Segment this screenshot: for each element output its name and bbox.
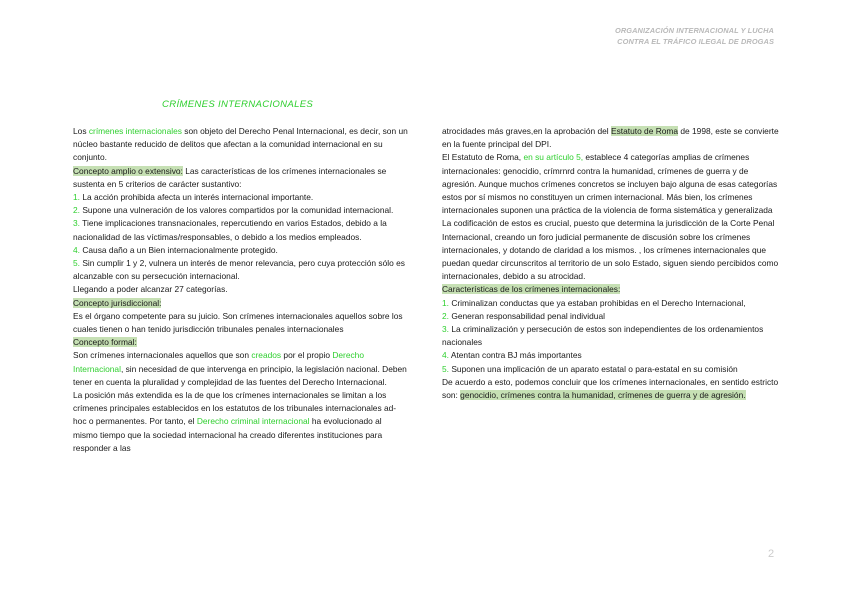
conclusion-highlight: genocidio, crímenes contra la humanidad, crímenes de guerra y de agresión. — [460, 390, 746, 401]
page-number: 2 — [768, 548, 775, 560]
estatuto-roma-highlight: Estatuto de Roma — [611, 126, 679, 136]
estatuto-paragraph — [442, 125, 784, 151]
criterio-item — [73, 244, 408, 257]
llegando-line: Llegando a poder alcanzar 27 categorías. — [73, 284, 228, 295]
posicion-paragraph — [73, 389, 408, 455]
text-run: son objeto del Derecho Penal Internacional, es decir, son un núcleo bastante reducido de delitos que afectan a la comunidad internacional en su conjunto. — [73, 126, 408, 163]
caracteristica-item — [442, 323, 784, 349]
item-number: 3. — [442, 324, 449, 335]
concepto-formal-label: Concepto formal: — [73, 337, 137, 348]
highlight-term: Derecho Internacional — [73, 350, 364, 374]
item-text: Generan responsabilidad penal individual — [449, 310, 605, 321]
concepto-amplio-label: Concepto amplio o extensivo: — [73, 165, 183, 176]
item-text: La criminalización y persecución de estos son independientes de los ordenamientos nacionales — [442, 324, 764, 348]
text-run: Son crímenes internacionales aquellos que son — [73, 350, 252, 361]
codificacion-paragraph: La codificación de estos es crucial, puesto que determina la jurisdicción de la Corte Penal Internacional, creando un foro judicial permanente de discusión sobre los crímenes internacionales, y dotando de claridad a los mismos. , los crímenes internacionales que puedan quedar circunscritos al territorio de un solo Estado, siguen siendo percibidos como internacionales, debido a su atrocidad. — [442, 218, 779, 282]
item-text: Sin cumplir 1 y 2, vulnera un interés de menor relevancia, pero cuya protección sólo es alcanzable con su persecución internacional. — [73, 258, 405, 282]
item-number: 4. — [442, 350, 449, 361]
text-run: ha evolucionado al mismo tiempo que la sociedad internacional ha creado diferentes instituciones para responder a las — [73, 416, 383, 453]
caracteristicas-label: Características de los crímenes internacionales: — [442, 284, 621, 295]
conclusion-paragraph — [442, 376, 784, 402]
text-run: Los — [73, 126, 89, 136]
header-line-2: CONTRA EL TRÁFICO ILEGAL DE DROGAS — [617, 37, 774, 46]
caracteristica-item — [442, 310, 784, 323]
item-text: Tiene implicaciones transnacionales, repercutiendo en varios Estados, debido a la nacionalidad de las víctimas/responsables, o debido a los medios empleados. — [73, 218, 387, 242]
text-run: De acuerdo a esto, podemos concluir que los crímenes internacionales, en sentido estricto son: — [442, 376, 779, 401]
highlight-term: creados — [251, 350, 282, 361]
text-run: establece 4 categorías amplias de crímenes internacionales: genocidio, crímrnrd contra la humanidad, crímenes de guerra y de agresión. Aunque muchos crímenes concretos se incluyen bajo alguna de esas categorías estos por sí mismos no constituyen un crimen internacional. Más bien, los crímenes internacionales suponen una práctica de la violencia de forma sistemática y generalizada — [442, 152, 778, 216]
document-header — [615, 25, 774, 47]
text-run: atrocidades más graves,en la aprobación del — [442, 126, 611, 136]
concepto-formal-heading — [73, 336, 408, 349]
concepto-jurisdiccional-text: Es el órgano competente para su juicio. Son crímenes internacionales aquellos sobre los cuales tienen o han tenido jurisdicción tribunales penales internacionales — [73, 310, 403, 335]
item-number: 5. — [73, 258, 80, 269]
caracteristica-item — [442, 349, 784, 362]
item-text: Criminalizan conductas que ya estaban prohibidas en el Derecho Internacional, — [449, 297, 746, 308]
item-number: 1. — [442, 297, 449, 308]
concepto-formal-text — [73, 349, 408, 389]
item-number: 4. — [73, 244, 80, 255]
text-run: por el propio — [281, 350, 333, 361]
item-number: 1. — [73, 192, 80, 203]
criterio-item — [73, 191, 408, 204]
caracteristica-item — [442, 297, 784, 310]
concepto-jurisdiccional-label: Concepto jurisdiccional: — [73, 297, 162, 308]
caracteristicas-heading — [442, 283, 784, 296]
text-run: Las características de los crímenes internacionales se sustenta en 5 criterios de carácter sustantivo: — [73, 165, 387, 189]
item-text: Atentan contra BJ más importantes — [449, 350, 582, 361]
intro-paragraph — [73, 125, 408, 165]
concepto-amplio-paragraph — [73, 165, 408, 191]
highlight-term: crímenes internacionales — [88, 126, 182, 136]
item-number: 2. — [73, 205, 80, 216]
left-column — [73, 125, 408, 455]
item-text: Suponen una implicación de un aparato estatal o para-estatal en su comisión — [449, 363, 738, 374]
concepto-jurisdiccional-heading — [73, 297, 408, 310]
item-text: La acción prohibida afecta un interés internacional importante. — [80, 192, 314, 203]
text-run: , sin necesidad de que intervenga en principio, la legislación nacional. Deben tener en cuenta la pluralidad y complejidad de las fuentes del Derecho Internacional. — [73, 363, 407, 387]
text-run: de 1998, este se convierte en la fuente principal del DPI. — [442, 126, 779, 150]
section-title: CRÍMENES INTERNACIONALES — [162, 99, 314, 110]
text-run: La posición más extendida es la de que los crímenes internacionales se limitan a los crímenes principales establecidos en los estatutos de los tribunales internacionales ad-hoc o permanentes. Por tanto, el — [73, 390, 397, 427]
articulo-paragraph — [442, 151, 784, 217]
highlight-term: en su artículo 5, — [523, 152, 584, 163]
header-line-1: ORGANIZACIÓN INTERNACIONAL Y LUCHA — [614, 26, 774, 35]
criterio-item — [73, 204, 408, 217]
caracteristica-item — [442, 363, 784, 376]
item-number: 2. — [442, 310, 449, 321]
text-run: El Estatuto de Roma, — [442, 152, 524, 163]
highlight-term: Derecho criminal internacional — [196, 416, 310, 427]
item-number: 5. — [442, 363, 449, 374]
item-text: Causa daño a un Bien internacionalmente protegido. — [80, 244, 278, 255]
item-number: 3. — [73, 218, 80, 229]
item-text: Supone una vulneración de los valores compartidos por la comunidad internacional. — [80, 205, 394, 216]
right-column — [442, 125, 784, 402]
criterio-item — [73, 217, 408, 243]
criterio-item — [73, 257, 408, 283]
